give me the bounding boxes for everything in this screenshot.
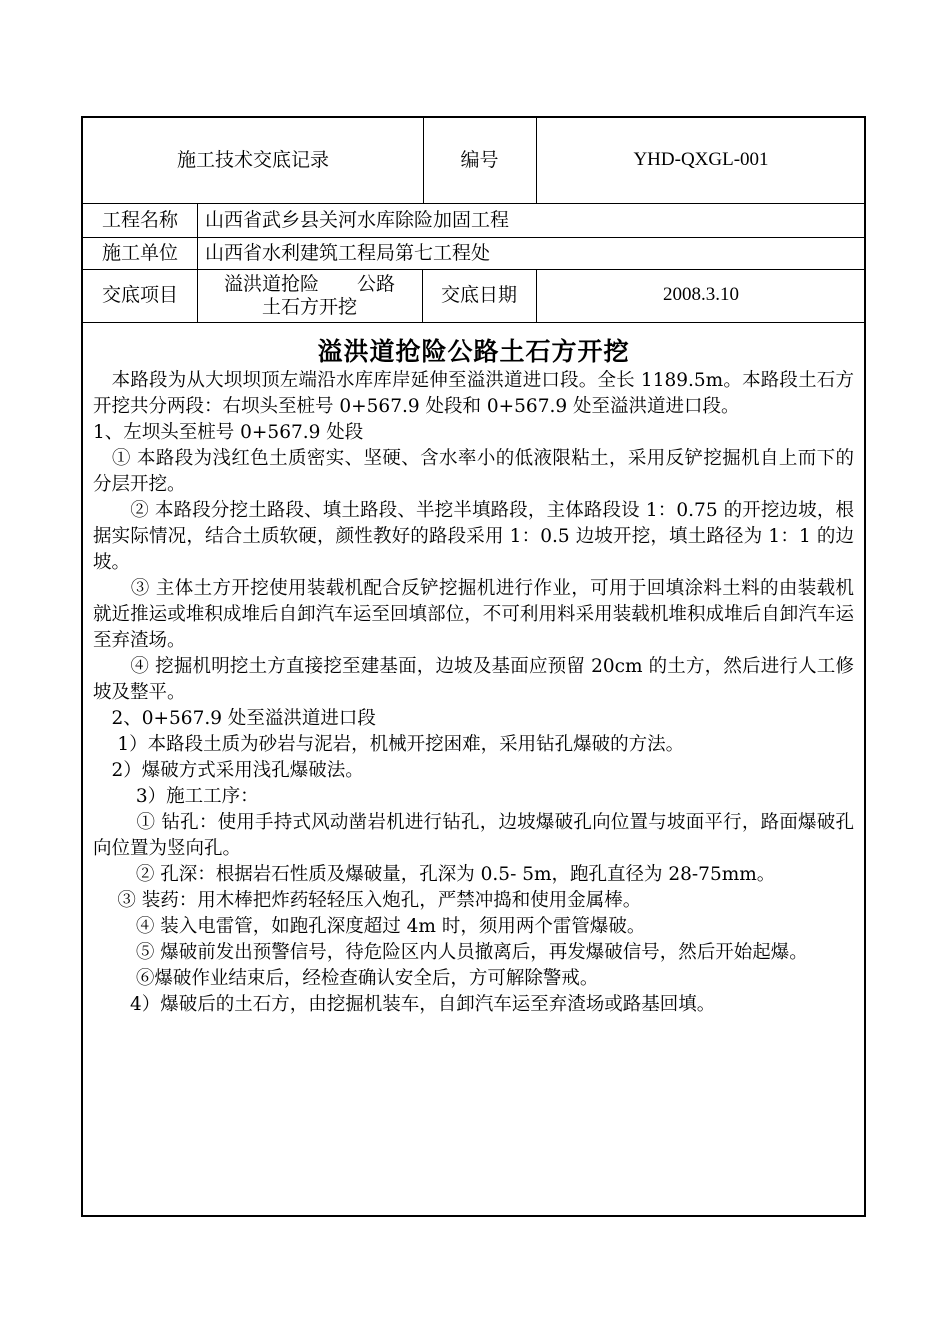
- item-value-line2: 土石方开挖: [261, 295, 357, 318]
- paragraph: ④ 挖掘机明挖土方直接挖至建基面，边坡及基面应预留 20cm 的土方，然后进行人工修坡及整平。: [93, 656, 854, 703]
- content-body: [93, 368, 854, 1018]
- project-value: 山西省武乡县关河水库除险加固工程: [205, 208, 510, 231]
- paragraph: 4）爆破后的土石方，由挖掘机装车，自卸汽车运至弃渣场或路基回填。: [93, 994, 716, 1015]
- paragraph: 本路段为从大坝坝顶左端沿水库库岸延伸至溢洪道进口段。全长 1189.5m。本路段土石方开挖共分两段：右坝头至桩号 0+567.9 处段和 0+567.9 处至溢洪道进口段。: [93, 370, 854, 417]
- date-value: 2008.3.10: [663, 284, 739, 306]
- paragraph: 1、左坝头至桩号 0+567.9 处段: [93, 422, 364, 443]
- number-value: YHD-QXGL-001: [633, 149, 769, 171]
- paragraph: ② 本路段分挖土路段、填土路段、半挖半填路段，主体路段设 1：0.75 的开挖边坡，根据实际情况，结合土质软硬，颜性教好的路段采用 1：0.5 边坡开挖，填土路径为 1：1 的边坡。: [93, 500, 854, 573]
- paragraph: ② 孔深：根据岩石性质及爆破量，孔深为 0.5- 5m，跑孔直径为 28-75mm。: [93, 864, 776, 885]
- paragraph: ③ 装药：用木棒把炸药轻轻压入炮孔，严禁冲捣和使用金属棒。: [93, 890, 642, 911]
- paragraph: 2、0+567.9 处至溢洪道进口段: [93, 708, 376, 729]
- number-label: 编号: [460, 149, 499, 172]
- paragraph: 1）本路段土质为砂岩与泥岩，机械开挖困难，采用钻孔爆破的方法。: [93, 734, 685, 755]
- item-value-line1: 溢洪道抢险 公路: [223, 272, 395, 295]
- item-label: 交底项目: [101, 284, 178, 307]
- paragraph: ④ 装入电雷管，如跑孔深度超过 4m 时，须用两个雷管爆破。: [93, 916, 646, 937]
- date-label: 交底日期: [440, 284, 517, 307]
- unit-label: 施工单位: [101, 241, 178, 264]
- unit-value: 山西省水利建筑工程局第七工程处: [205, 241, 491, 264]
- item-value: [197, 269, 422, 322]
- content-title: 溢洪道抢险公路土石方开挖: [317, 337, 630, 366]
- project-label: 工程名称: [101, 208, 178, 231]
- form-title: 施工技术交底记录: [176, 149, 329, 172]
- paragraph: ③ 主体土方开挖使用装载机配合反铲挖掘机进行作业，可用于回填涂料土料的由装载机就近推运或堆积成堆后自卸汽车运至回填部位，不可利用料采用装载机堆积成堆后自卸汽车运至弃渣场。: [93, 578, 854, 651]
- paragraph: ① 本路段为浅红色土质密实、坚硬、含水率小的低液限粘土，采用反铲挖掘机自上而下的分层开挖。: [93, 448, 854, 495]
- document-frame: [81, 116, 866, 1217]
- paragraph: 2）爆破方式采用浅孔爆破法。: [93, 760, 364, 781]
- paragraph: ⑥爆破作业结束后，经检查确认安全后，方可解除警戒。: [93, 968, 599, 989]
- paragraph: ⑤ 爆破前发出预警信号，待危险区内人员撤离后，再发爆破信号，然后开始起爆。: [93, 942, 808, 963]
- paragraph: ① 钻孔：使用手持式风动凿岩机进行钻孔，边坡爆破孔向位置与坡面平行，路面爆破孔向位置为竖向孔。: [93, 812, 854, 859]
- paragraph: 3）施工工序：: [93, 786, 259, 807]
- row-divider: [83, 322, 864, 323]
